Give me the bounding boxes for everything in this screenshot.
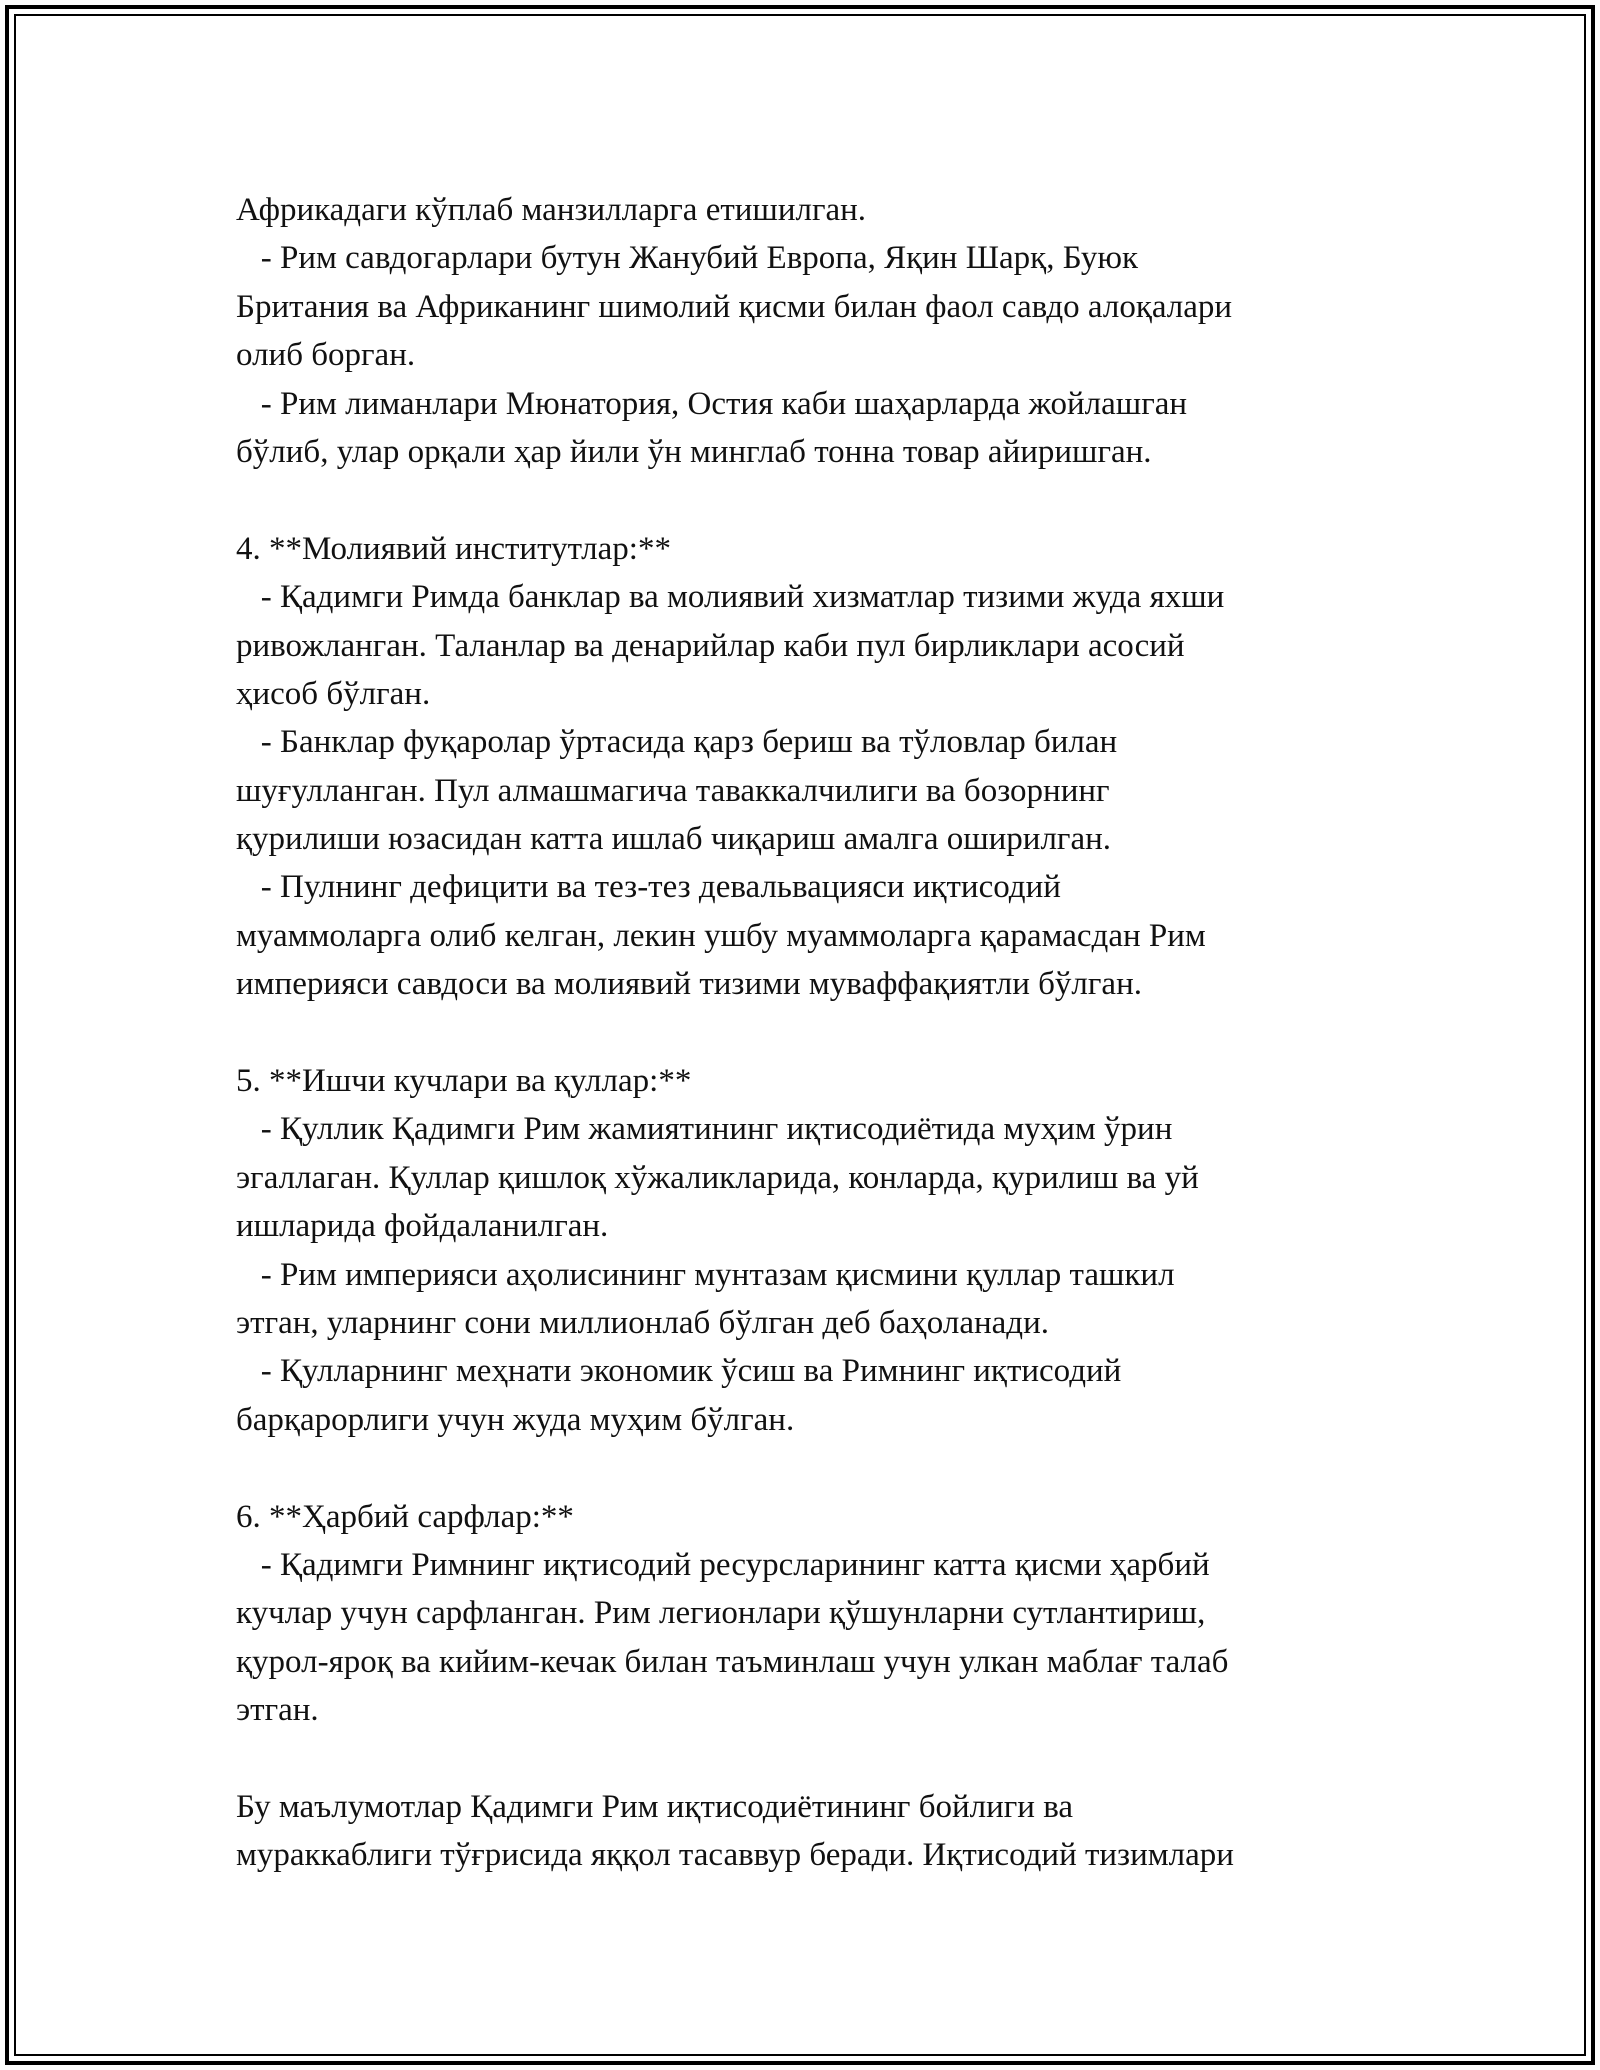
text-line: - Банклар фуқаролар ўртасида қарз бериш ва тўловлар билан (236, 724, 1118, 761)
text-line: олиб борган. (236, 337, 416, 374)
text-line: - Қадимги Римда банклар ва молиявий хизматлар тизими жуда яхши (236, 579, 1225, 616)
section-heading: 6. **Ҳарбий сарфлар:** (236, 1498, 574, 1535)
text-line: эгаллаган. Қуллар қишлоқ хўжаликларида, конларда, қурилиш ва уй (236, 1159, 1199, 1196)
text-line: - Қулларнинг меҳнати экономик ўсиш ва Римнинг иқтисодий (236, 1353, 1122, 1390)
text-line: этган, уларнинг сони миллионлаб бўлган деб баҳоланади. (236, 1304, 1049, 1341)
section-heading: 5. **Ишчи кучлари ва қуллар:** (236, 1063, 692, 1100)
text-line: кучлар учун сарфланган. Рим легионлари қўшунларни сутлантириш, (236, 1595, 1206, 1632)
blank-line (236, 1735, 1376, 1783)
text-line: империяси савдоси ва молиявий тизими муваффақиятли бўлган. (236, 966, 1142, 1003)
text-line: шуғулланган. Пул алмашмагича таваккалчилиги ва бозорнинг (236, 772, 1110, 809)
text-line: - Рим лиманлари Мюнатория, Остия каби шаҳарларда жойлашган (236, 385, 1188, 422)
text-line: қурилиши юзасидан катта ишлаб чиқариш амалга оширилган. (236, 821, 1112, 858)
text-line: - Қуллик Қадимги Рим жамиятининг иқтисодиётида муҳим ўрин (236, 1111, 1173, 1148)
text-line: ишларида фойдаланилган. (236, 1208, 609, 1245)
text-line: Бу маълумотлар Қадимги Рим иқтисодиётининг бойлиги ва (236, 1788, 1074, 1825)
blank-line (236, 476, 1376, 524)
text-line: ривожланган. Таланлар ва денарийлар каби пул бирликлари асосий (236, 627, 1185, 664)
text-line: қурол-яроқ ва кийим-кечак билан таъминлаш учун улкан маблағ талаб (236, 1643, 1229, 1680)
text-line: - Пулнинг дефицити ва тез-тез девальвацияси иқтисодий (236, 869, 1061, 906)
text-line: Африкадаги кўплаб манзилларга етишилган. (236, 192, 867, 228)
text-line: Британия ва Африканинг шимолий қисми билан фаол савдо алоқалари (236, 288, 1233, 325)
text-line: - Рим савдогарлари бутун Жанубий Европа, Яқин Шарқ, Буюк (236, 240, 1139, 277)
text-line: - Қадимги Римнинг иқтисодий ресурсларининг катта қисми ҳарбий (236, 1546, 1210, 1583)
text-line: муаммоларга олиб келган, лекин ушбу муаммоларга қарамасдан Рим (236, 917, 1206, 954)
blank-line (236, 1009, 1376, 1057)
section-heading: 4. **Молиявий институтлар:** (236, 530, 671, 567)
blank-line (236, 1444, 1376, 1492)
text-line: этган. (236, 1692, 319, 1729)
text-line: - Рим империяси аҳолисининг мунтазам қисмини қуллар ташкил (236, 1256, 1175, 1293)
text-line: мураккаблиги тўғрисида яққол тасаввур беради. Иқтисодий тизимлари (236, 1837, 1234, 1874)
text-line: бўлиб, улар орқали ҳар йили ўн минглаб тонна товар айиришган. (236, 433, 1152, 470)
text-line: барқарорлиги учун жуда муҳим бўлган. (236, 1401, 795, 1438)
text-line: ҳисоб бўлган. (236, 675, 431, 712)
document-body (236, 186, 1376, 1880)
